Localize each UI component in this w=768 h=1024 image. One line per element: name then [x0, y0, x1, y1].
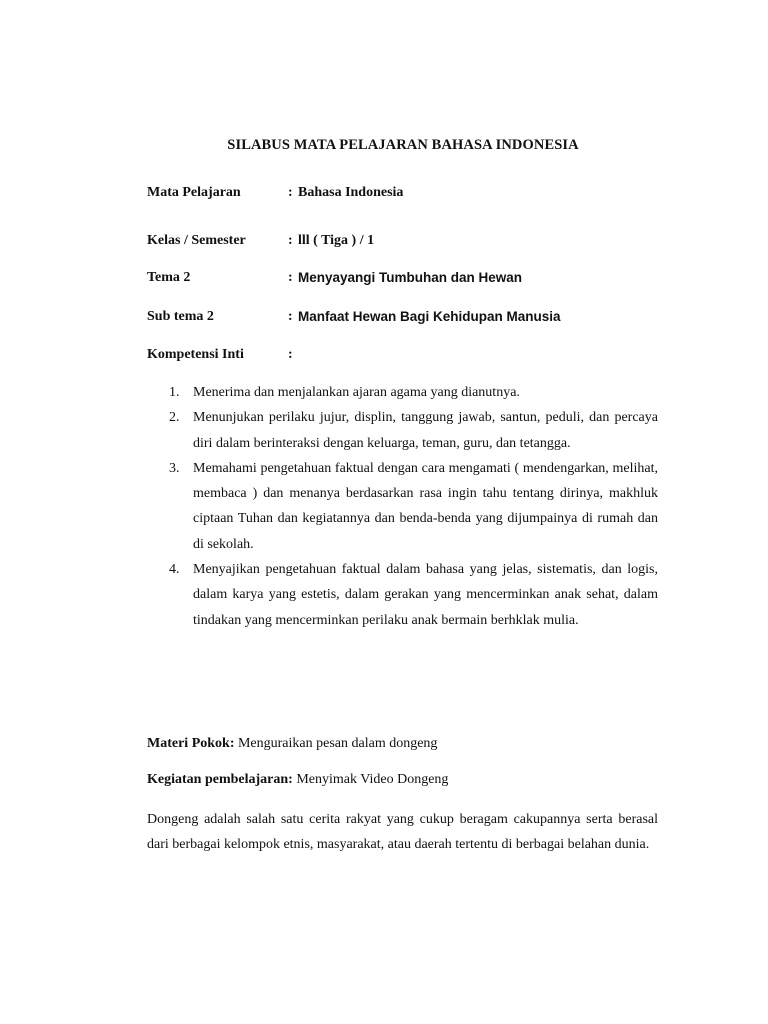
list-item: [147, 405, 658, 456]
list-item-text: Menyajikan pengetahuan faktual dalam bahasa yang jelas, sistematis, dan logis, dalam karya yang estetis, dalam gerakan yang mencerminkan anak sehat, dalam tindakan yang mencerminkan perilaku anak bermain berhklak mulia.: [193, 562, 658, 628]
info-value: Manfaat Hewan Bagi Kehidupan Manusia: [298, 309, 561, 324]
info-row-kelas-semester: [147, 233, 667, 253]
list-item: [147, 456, 658, 557]
list-item: [147, 380, 658, 405]
info-colon: :: [288, 270, 293, 285]
info-row-kompetensi-inti: [147, 347, 667, 367]
info-label: Tema 2: [147, 270, 191, 285]
list-item-text: Menerima dan menjalankan ajaran agama yang dianutnya.: [193, 385, 520, 400]
info-value: Menyayangi Tumbuhan dan Hewan: [298, 270, 523, 285]
kompetensi-inti-list: [147, 380, 658, 633]
info-colon: :: [288, 233, 293, 248]
kegiatan-value: Menyimak Video Dongeng: [292, 772, 449, 787]
materi-pokok-value: Menguraikan pesan dalam dongeng: [234, 736, 438, 751]
info-row-tema: [147, 270, 667, 290]
materi-pokok-line: [147, 736, 658, 752]
dongeng-paragraph: Dongeng adalah salah satu cerita rakyat yang cukup beragam cakupannya serta berasal dari berbagai kelompok etnis, masyarakat, atau daerah tertentu di berbagai belahan dunia.: [147, 812, 658, 853]
document-title: SILABUS MATA PELAJARAN BAHASA INDONESIA: [227, 137, 579, 153]
list-number: 3.: [169, 460, 180, 476]
info-value: Bahasa Indonesia: [298, 185, 404, 200]
list-item-text: Memahami pengetahuan faktual dengan cara mengamati ( mendengarkan, melihat, membaca ) dan menanya berdasarkan rasa ingin tahu tentang dirinya, makhluk ciptaan Tuhan dan kegiatannya dan benda-benda yang dijumpainya di rumah dan di sekolah.: [193, 460, 658, 552]
list-number: 4.: [169, 562, 180, 578]
info-label: Sub tema 2: [147, 309, 214, 324]
list-number: 1.: [169, 385, 180, 400]
info-colon: :: [288, 347, 293, 362]
info-label: Kelas / Semester: [147, 233, 246, 248]
kegiatan-label: Kegiatan pembelajaran:: [147, 772, 293, 787]
info-colon: :: [288, 309, 293, 324]
kegiatan-line: [147, 772, 658, 788]
info-row-sub-tema: [147, 309, 667, 329]
info-row-mata-pelajaran: [147, 185, 667, 205]
list-item: [147, 557, 658, 633]
info-value: lll ( Tiga ) / 1: [298, 233, 375, 248]
list-number: 2.: [169, 410, 180, 426]
info-colon: :: [288, 185, 293, 200]
info-label: Mata Pelajaran: [147, 185, 241, 200]
materi-pokok-label: Materi Pokok:: [147, 736, 235, 751]
list-item-text: Menunjukan perilaku jujur, displin, tanggung jawab, santun, peduli, dan percaya diri dalam berinteraksi dengan keluarga, teman, guru, dan tetangga.: [193, 410, 658, 451]
info-label: Kompetensi Inti: [147, 347, 244, 362]
